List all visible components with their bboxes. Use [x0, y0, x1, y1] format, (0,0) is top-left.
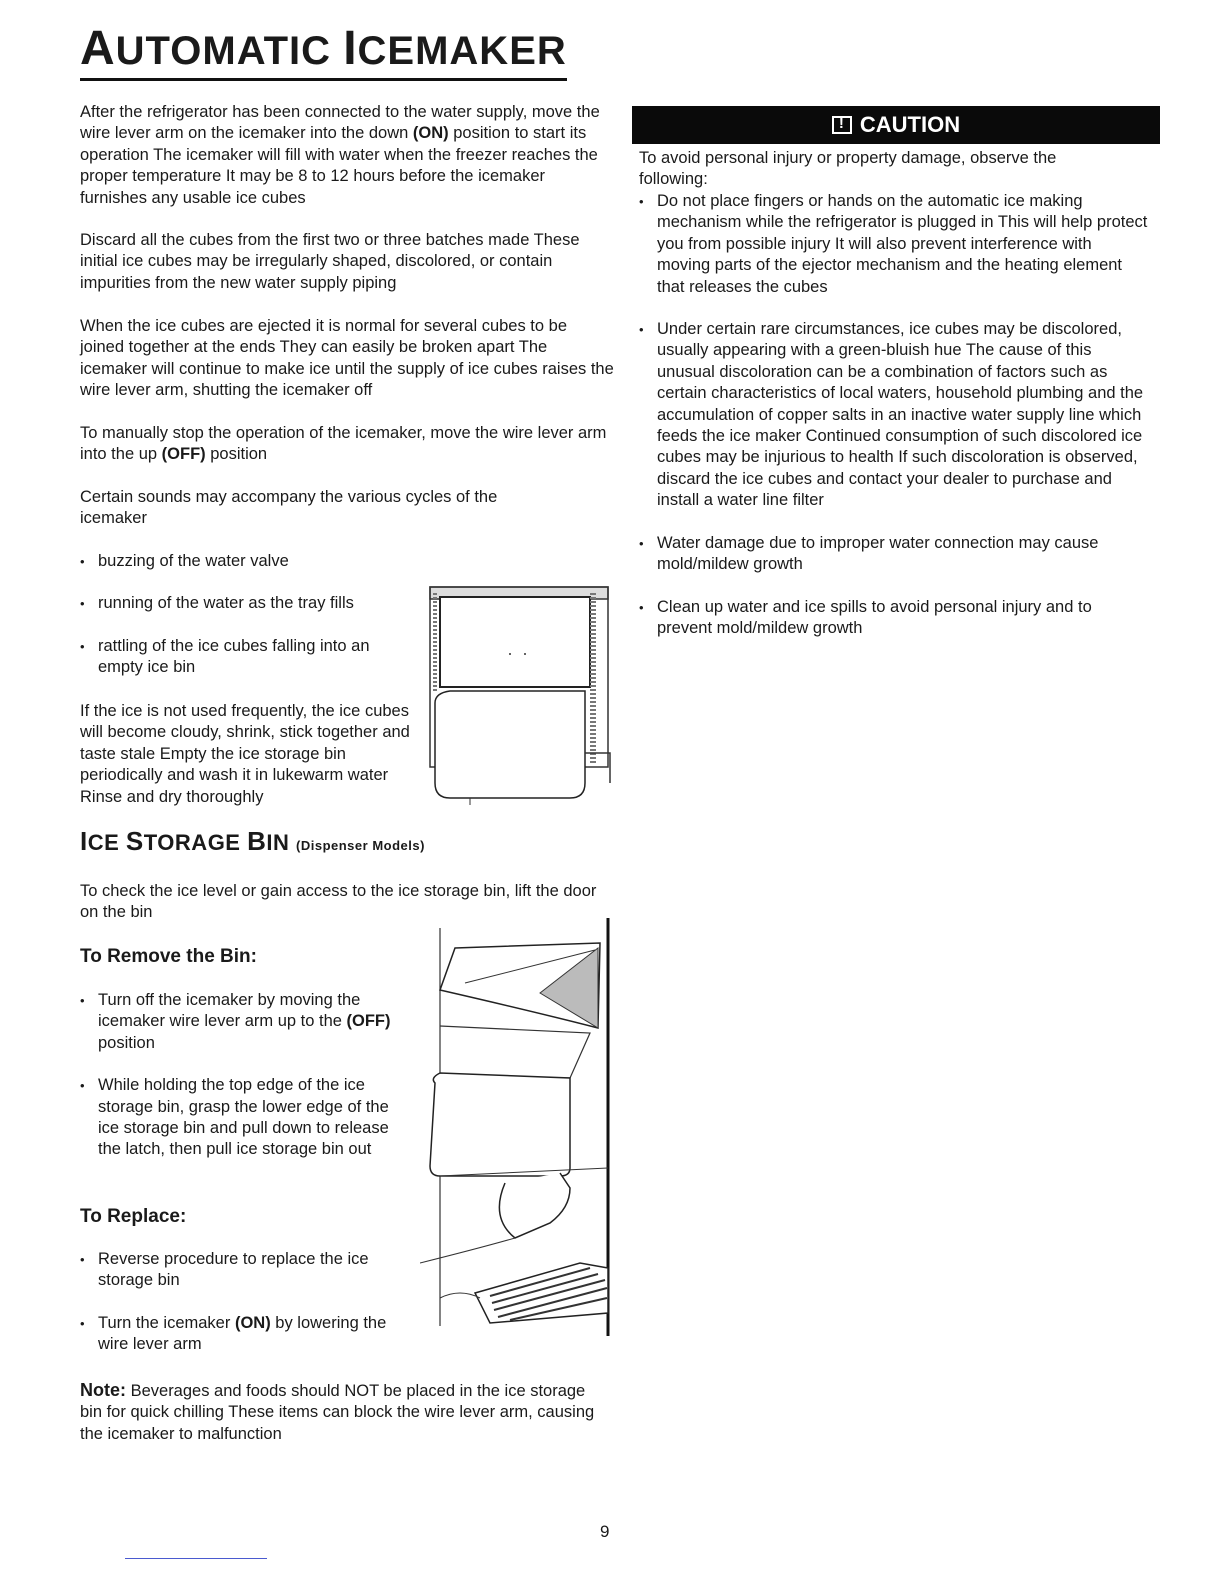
ejected-paragraph: When the ice cubes are ejected it is normal for several cubes to be joined together at the ends They can easily be broken apart The icemaker will continue to make ice until the supply of ice cubes raises the wire lever arm, shutting the icemaker off: [80, 317, 614, 400]
list-item: • Turn off the icemaker by moving the icemaker wire lever arm up to the (OFF) position: [80, 990, 410, 1054]
replace-heading: To Replace:: [80, 1206, 187, 1227]
caution-intro: To avoid personal injury or property damage, observe the following:: [639, 149, 1057, 189]
icemaker-illustration: [425, 583, 615, 808]
list-item: • Turn the icemaker (ON) by lowering the wire lever arm: [80, 1313, 410, 1356]
remove-steps-list: [80, 990, 410, 1161]
footer-rule: [125, 1558, 267, 1559]
storage-paragraph: If the ice is not used frequently, the ice cubes will become cloudy, shrink, stick together and taste stale Empty the ice storage bin periodically and wash it in lukewarm water Rinse and dry thoroughly: [80, 702, 410, 806]
discard-paragraph: Discard all the cubes from the first two or three batches made These initial ice cubes may be irregularly shaped, discolored, or contain impurities from the new water supply piping: [80, 231, 580, 292]
manual-stop-paragraph: To manually stop the operation of the icemaker, move the wire lever arm into the up (OFF) position: [80, 424, 607, 464]
list-item: • While holding the top edge of the ice storage bin, grasp the lower edge of the ice storage bin and pull down to release the latch, then pull ice storage bin out: [80, 1075, 410, 1161]
page-title: AUTOMATIC ICEMAKER: [80, 22, 567, 81]
intro-paragraph: After the refrigerator has been connected to the water supply, move the wire lever arm on the icemaker into the down (ON) position to start its operation The icemaker will fill with water when the freezer reaches the proper temperature It may be 8 to 12 hours before the icemaker furnishes any usable ice cubes: [80, 103, 600, 207]
remove-bin-heading: To Remove the Bin:: [80, 946, 257, 967]
list-item: • Under certain rare circumstances, ice cubes may be discolored, usually appearing with a green-bluish hue The cause of this unusual discoloration can be a combination of factors such as certain characteristics of local waters, household plumbing and the accumulation of copper salts in an inactive water supply line which feeds the ice maker Continued consumption of such discolored ice cubes may be injurious to health If such discoloration is observed, discard the ice cubes and contact your dealer to purchase and install a water line filter: [639, 319, 1149, 512]
sounds-paragraph: Certain sounds may accompany the various cycles of the icemaker: [80, 488, 498, 528]
bin-removal-illustration: [420, 918, 615, 1338]
caution-icon: [832, 116, 852, 134]
sounds-list: [80, 551, 410, 679]
check-ice-paragraph: To check the ice level or gain access to the ice storage bin, lift the door on the bin: [80, 882, 597, 922]
list-item: • buzzing of the water valve: [80, 551, 410, 572]
list-item: • running of the water as the tray fills: [80, 593, 410, 614]
list-item: • Clean up water and ice spills to avoid personal injury and to prevent mold/mildew growth: [639, 597, 1149, 640]
note-paragraph: Note: Beverages and foods should NOT be placed in the ice storage bin for quick chilling These items can block the wire lever arm, causing the icemaker to malfunction: [80, 1380, 595, 1443]
list-item: • rattling of the ice cubes falling into an empty ice bin: [80, 636, 398, 679]
replace-steps-list: [80, 1249, 410, 1356]
list-item: • Water damage due to improper water connection may cause mold/mildew growth: [639, 533, 1149, 576]
section-heading-ice-storage-bin: ICE STORAGE BIN (Dispenser Models): [80, 826, 425, 856]
caution-banner: ! CAUTION: [632, 106, 1160, 144]
list-item: • Do not place fingers or hands on the automatic ice making mechanism while the refrigerator is plugged in This will help protect you from possible injury It will also prevent interference with moving parts of the ejector mechanism and the heating element that releases the cubes: [639, 191, 1149, 298]
list-item: • Reverse procedure to replace the ice storage bin: [80, 1249, 410, 1292]
page-number: 9: [600, 1522, 610, 1541]
caution-list: [639, 191, 1149, 639]
